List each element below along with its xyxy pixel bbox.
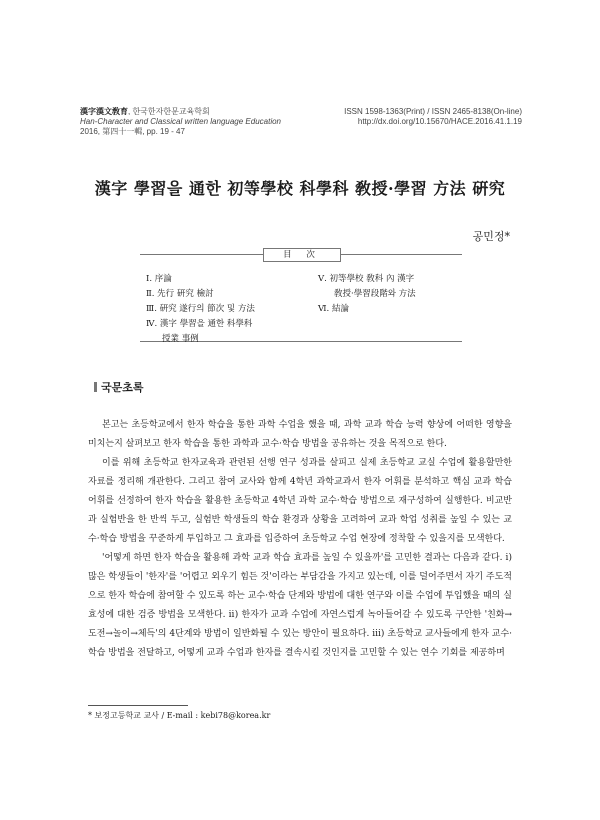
journal-header-right (344, 107, 522, 127)
paragraph: '어떻게 하면 한자 학습을 활용해 과학 교과 학습 효과를 높일 수 있을까'를 고민한 결과는 다음과 같다. ⅰ) 많은 학생들이 '한자'를 '어렵고 외우기 힘든 것'이라는 부담감을 가지고 있는데, 이를 덜어주면서 자기 주도적으로 한자 학습에 참여할 수 있도록 하는 교수·학습 단계와 방법에 대한 연구와 이를 수업에 투입했을 때의 실효성에 대한 검증 방법을 모색한다. ⅱ) 한자가 교과 수업에 자연스럽게 녹아들어갈 수 있도록 구안한 '친화→도전→놀이→체득'의 4단계와 방법이 일반화될 수 있는 방안이 필요하다. ⅲ) 초등학교 교사들에게 한자 교수·학습 방법을 전달하고, 어떻게 교과 수업과 한자를 결속시킬 것인지를 고민할 수 있는 연수 기회를 제공하며 (88, 553, 512, 658)
toc-item: Ⅱ. 先行 硏究 檢討 (146, 289, 214, 299)
toc-item: Ⅲ. 硏究 遂行의 節次 및 方法 (146, 304, 255, 314)
issn: ISSN 1598-1363(Print) / ISSN 2465-8138(On-line) (344, 107, 522, 116)
author-name: 공민정* (472, 230, 510, 243)
abstract-body (88, 416, 512, 663)
issue-info: 2016, 第四十一輯, pp. 19 - 47 (80, 127, 185, 136)
toc-item: Ⅴ. 初等學校 敎科 內 漢字 (318, 274, 415, 284)
paper-title: 漢字 學習을 通한 初等學校 科學科 敎授·學習 方法 硏究 (94, 179, 506, 198)
journal-header-left (80, 107, 281, 137)
toc-item: 授業 事例 (162, 334, 199, 344)
toc-right-column (318, 272, 416, 317)
section-title: 국문초록 (101, 381, 144, 394)
doi-link[interactable]: http://dx.doi.org/10.15670/HACE.2016.41.1.19 (357, 117, 522, 126)
section-marker-icon (94, 382, 97, 392)
footnote: * 보정고등학교 교사 / E-mail : kebi78@korea.kr (88, 711, 271, 720)
toc-item: 敎授·學習段階와 方法 (334, 289, 416, 299)
journal-name: 漢字漢文敎育 (80, 107, 128, 116)
table-of-contents (140, 250, 462, 344)
paragraph: 이를 위해 초등학교 한자교육과 관련된 선행 연구 성과를 살피고 실제 초등학교 교실 수업에 활용할만한 자료를 정리해 개관한다. 그리고 참여 교사와 함께 4학년 과학교과서 한자 어휘를 분석하고 핵심 교과 학습 어휘를 선정하여 한자 학습을 활용한 초등학교 4학년 과학 교수·학습 방법으로 재구성하여 실행한다. 비교반과 실험반을 한 반씩 두고, 실험반 학생들의 학습 환경과 상황을 고려하여 교과 학업 성취를 높일 수 있는 교수·학습 방법을 꾸준하게 투입하고 그 효과를 입증하여 초등학교 수업 현장에 정착할 수 있을지를 모색한다. (88, 458, 512, 544)
journal-english-name: Han-Character and Classical written language Education (80, 117, 281, 126)
toc-item: Ⅳ. 漢字 學習을 通한 科學科 (146, 319, 253, 329)
toc-heading: 目 次 (263, 248, 341, 262)
toc-item: Ⅵ. 結論 (318, 304, 349, 314)
section-heading (94, 379, 144, 395)
footnote-divider (88, 705, 188, 706)
society-name: 한국한자한문교육학회 (132, 107, 210, 116)
toc-left-column (146, 272, 255, 347)
journal-name-line: 漢字漢文敎育, 한국한자한문교육학회 (80, 107, 210, 116)
toc-item: Ⅰ. 序論 (146, 274, 172, 284)
paragraph: 본고는 초등학교에서 한자 학습을 통한 과학 수업을 했을 때, 과학 교과 학습 능력 향상에 어떠한 영향을 미치는지 살펴보고 한자 학습을 통한 과학과 교수·학습 방법을 공유하는 것을 목적으로 한다. (88, 420, 512, 449)
